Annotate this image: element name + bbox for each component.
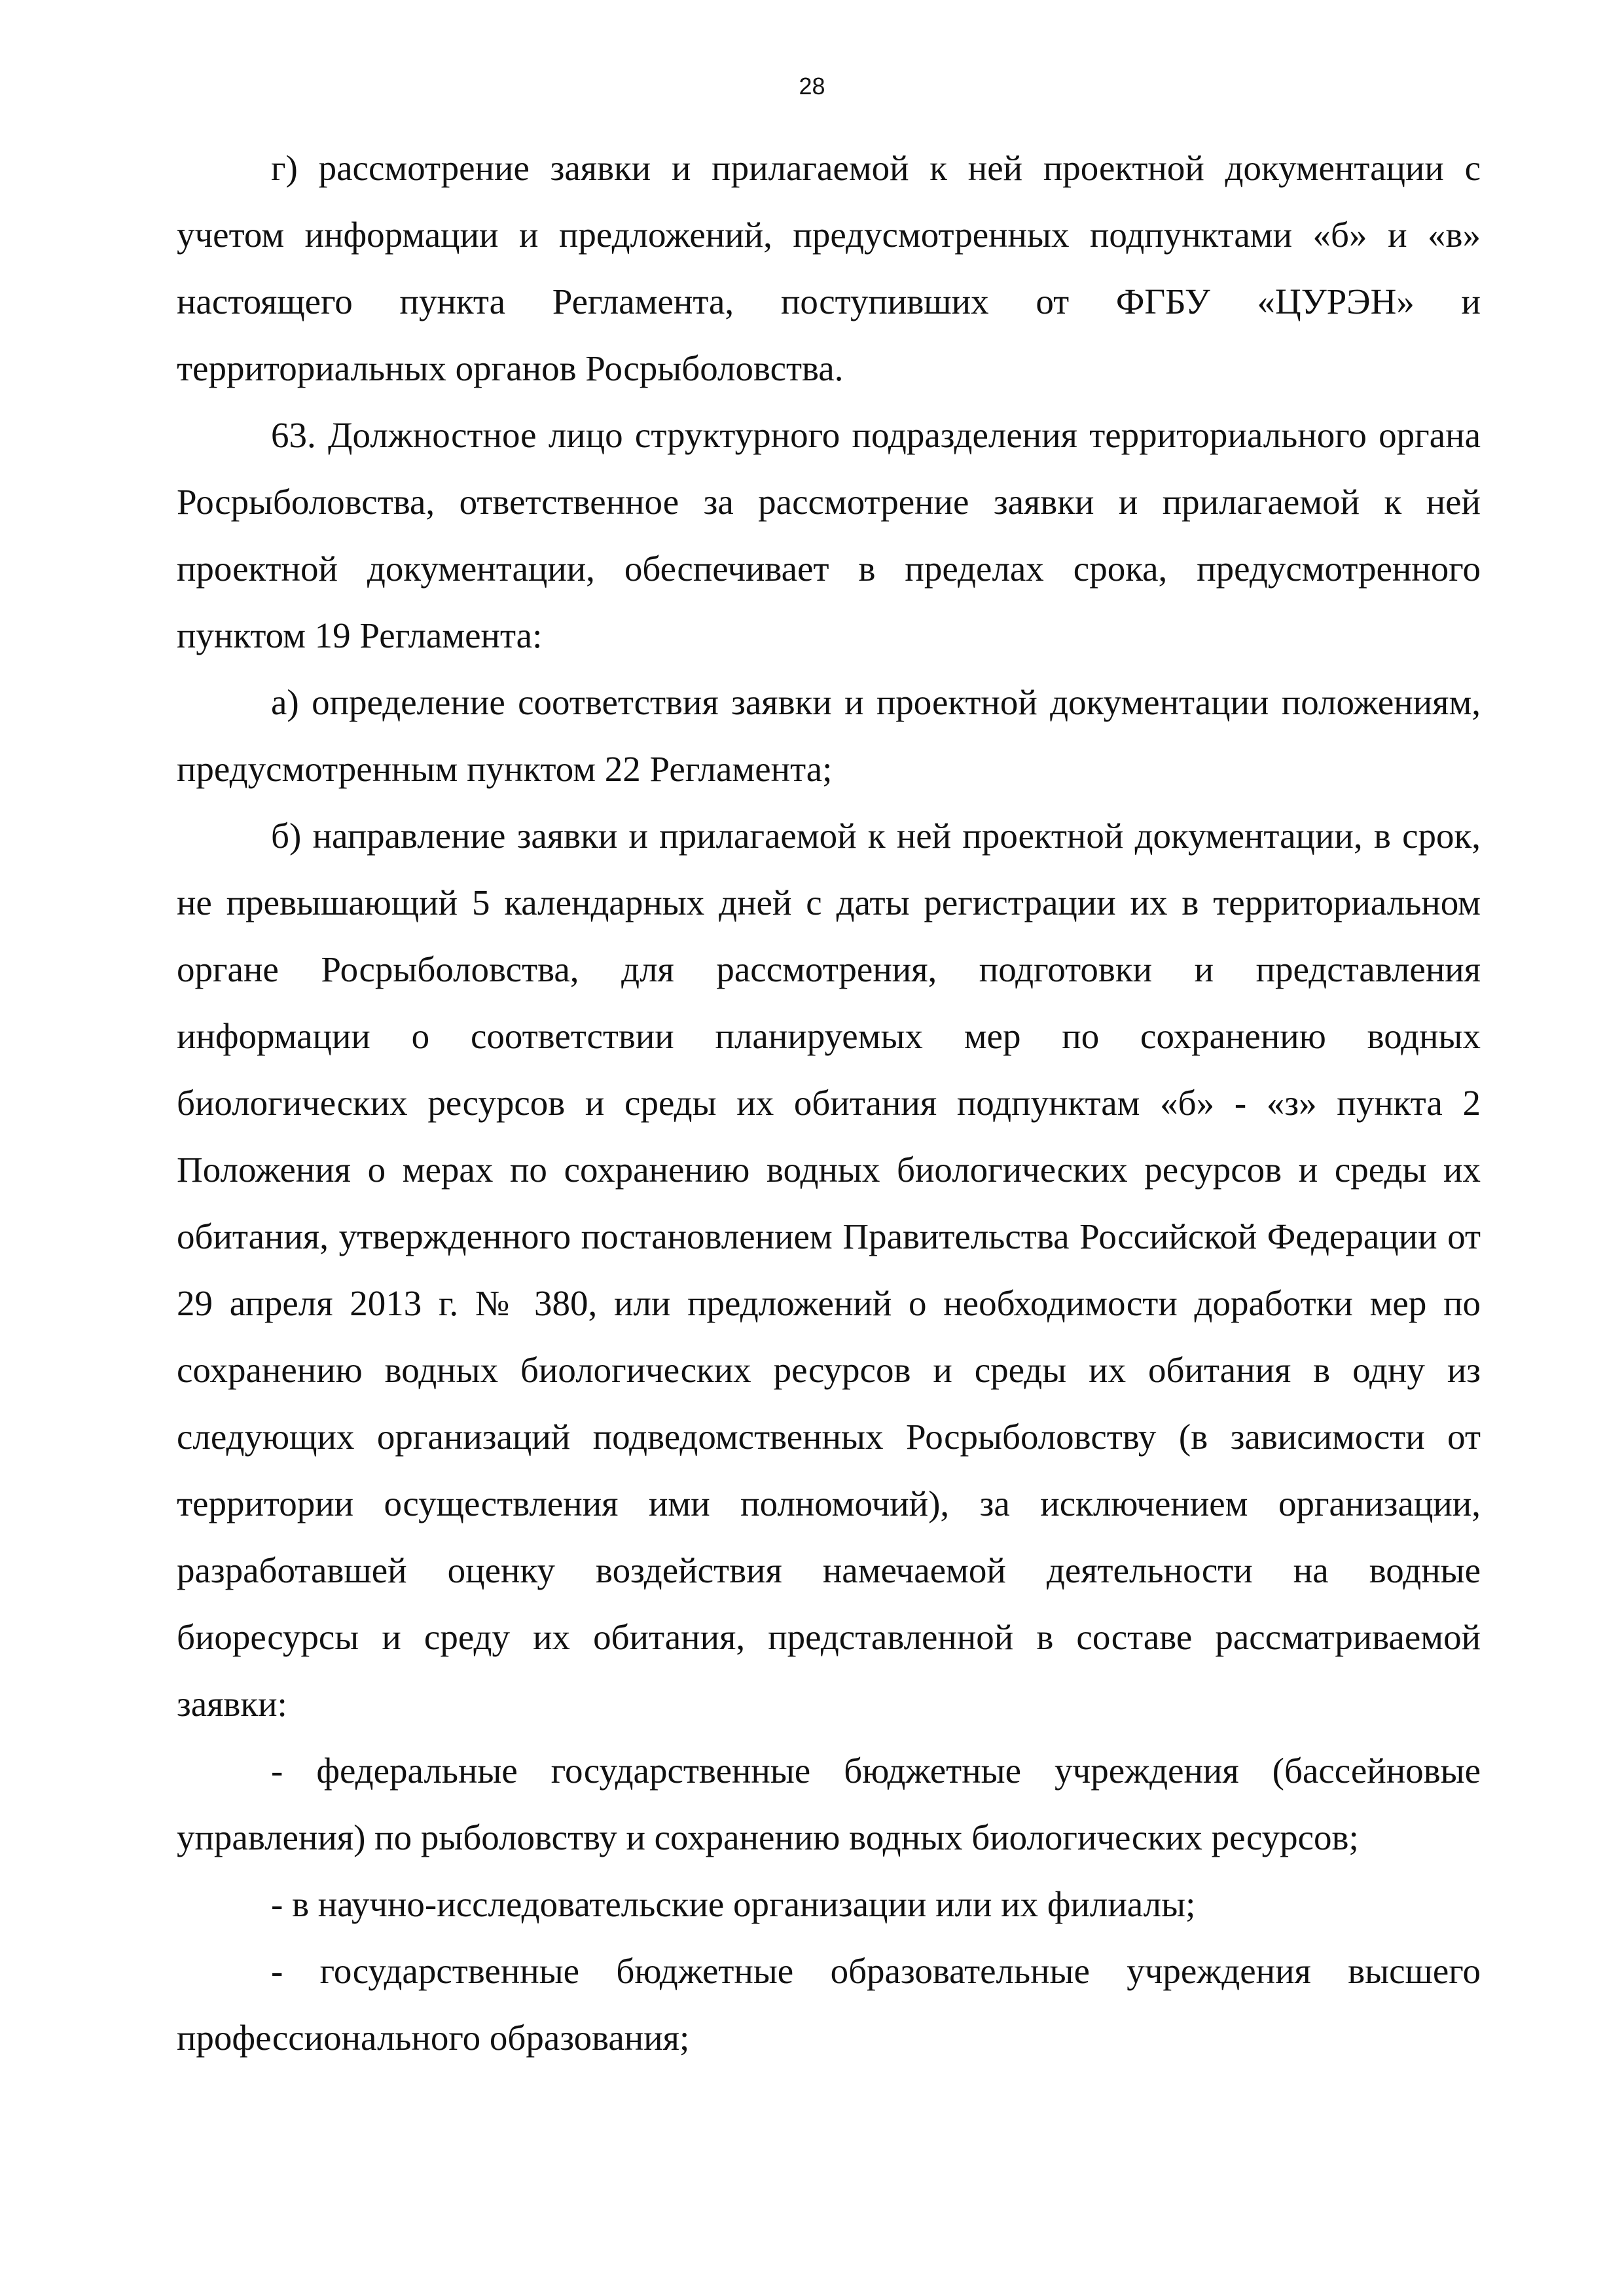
list-item-federal-institutions: - федеральные государственные бюджетные учреждения (бассейновые управления) по рыболовству и сохранению водных биологических ресурсов;	[177, 1751, 1481, 1857]
list-item-research-organizations: - в научно-исследовательские организации или их филиалы;	[271, 1884, 1196, 1924]
paragraph-63-official-duties: 63. Должностное лицо структурного подразделения территориального органа Росрыболовства, ответственное за рассмотрение заявки и прилагаемой к ней проектной документации, обеспечивает в пределах срока, предусмотренного пунктом 19 Регламента:	[177, 415, 1481, 655]
document-body	[177, 135, 1481, 2071]
paragraph-item-b-referral: б) направление заявки и прилагаемой к ней проектной документации, в срок, не превышающий 5 календарных дней с даты регистрации их в территориальном органе Росрыболовства, для рассмотрения, подготовки и представления информации о соответствии планируемых мер по сохранению водных биологических ресурсов и среды их обитания подпунктам «б» - «з» пункта 2 Положения о мерах по сохранению водных биологических ресурсов и среды их обитания, утвержденного постановлением Правительства Российской Федерации от 29 апреля 2013 г. № 380, или предложений о необходимости доработки мер по сохранению водных биологических ресурсов и среды их обитания в одну из следующих организаций подведомственных Росрыболовству (в зависимости от территории осуществления ими полномочий), за исключением организации, разработавшей оценку воздействия намечаемой деятельности на водные биоресурсы и среду их обитания, представленной в составе рассматриваемой заявки:	[177, 816, 1481, 1724]
page-number: 28	[799, 73, 825, 100]
list-item-educational-institutions: - государственные бюджетные образовательные учреждения высшего профессионального образования;	[177, 1951, 1481, 2058]
paragraph-item-a-compliance: а) определение соответствия заявки и проектной документации положениям, предусмотренным пунктом 22 Регламента;	[177, 682, 1481, 789]
paragraph-item-g-consideration: г) рассмотрение заявки и прилагаемой к ней проектной документации с учетом информации и предложений, предусмотренных подпунктами «б» и «в» настоящего пункта Регламента, поступивших от ФГБУ «ЦУРЭН» и территориальных органов Росрыболовства.	[177, 148, 1481, 388]
